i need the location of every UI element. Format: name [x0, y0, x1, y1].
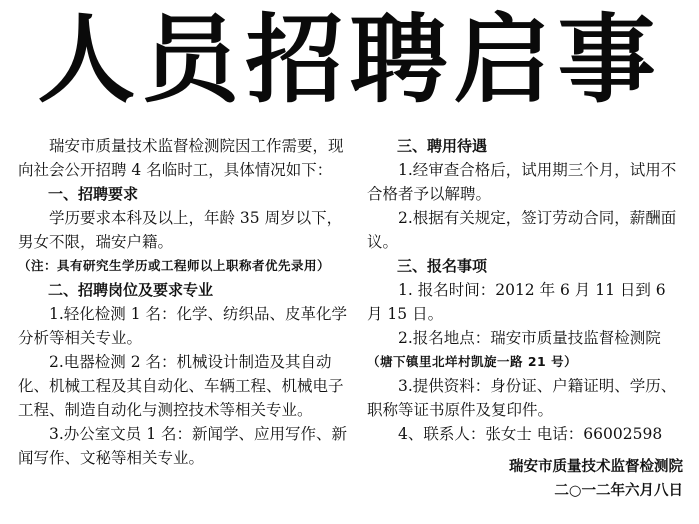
signature-org: 瑞安市质量技术监督检测院	[509, 459, 683, 475]
notice-headline: 人员招聘启事	[37, 4, 662, 116]
right-column	[367, 134, 683, 503]
registration-place: 2.报名地点：瑞安市质量技监督检测院	[398, 329, 661, 347]
requirements-note: （注：具有研究生学历或工程师以上职称者优先录用）	[18, 258, 331, 273]
registration-materials: 3.提供资料：身份证、户籍证明、学历、职称等证书原件及复印件。	[367, 377, 677, 419]
signature-date: 二○一二年六月八日	[554, 483, 683, 499]
requirements-text: 学历要求本科及以上，年龄 35 周岁以下，男女不限，瑞安户籍。	[18, 209, 343, 251]
treatment-item-1: 1.经审查合格后，试用期三个月，试用不合格者予以解聘。	[367, 161, 677, 203]
section-heading-requirements: 一、招聘要求	[48, 185, 139, 203]
section-heading-treatment: 三、聘用待遇	[397, 137, 488, 155]
position-item-2: 2.电器检测 2 名：机械设计制造及其自动化、机械工程及其自动化、车辆工程、机械电子工程、制造自动化与测控技术等相关专业。	[18, 353, 344, 419]
intro-paragraph: 瑞安市质量技术监督检测院因工作需要，现向社会公开招聘 4 名临时工，具体情况如下：	[18, 137, 344, 179]
section-heading-registration: 三、报名事项	[397, 257, 488, 275]
registration-time: 1. 报名时间：2012 年 6 月 11 日到 6 月 15 日。	[367, 281, 666, 323]
treatment-item-2: 2.根据有关规定，签订劳动合同，薪酬面议。	[367, 209, 677, 251]
position-item-3: 3.办公室文员 1 名：新闻学、应用写作、新闻写作、文秘等相关专业。	[18, 425, 348, 467]
position-item-1: 1.轻化检测 1 名：化学、纺织品、皮革化学分析等相关专业。	[18, 305, 348, 347]
left-column	[18, 134, 350, 470]
registration-contact: 4、联系人：张女士 电话：66002598	[398, 425, 663, 443]
section-heading-positions: 二、招聘岗位及要求专业	[48, 281, 214, 299]
registration-address: （塘下镇里北垟村凯旋一路 21 号）	[367, 354, 578, 369]
